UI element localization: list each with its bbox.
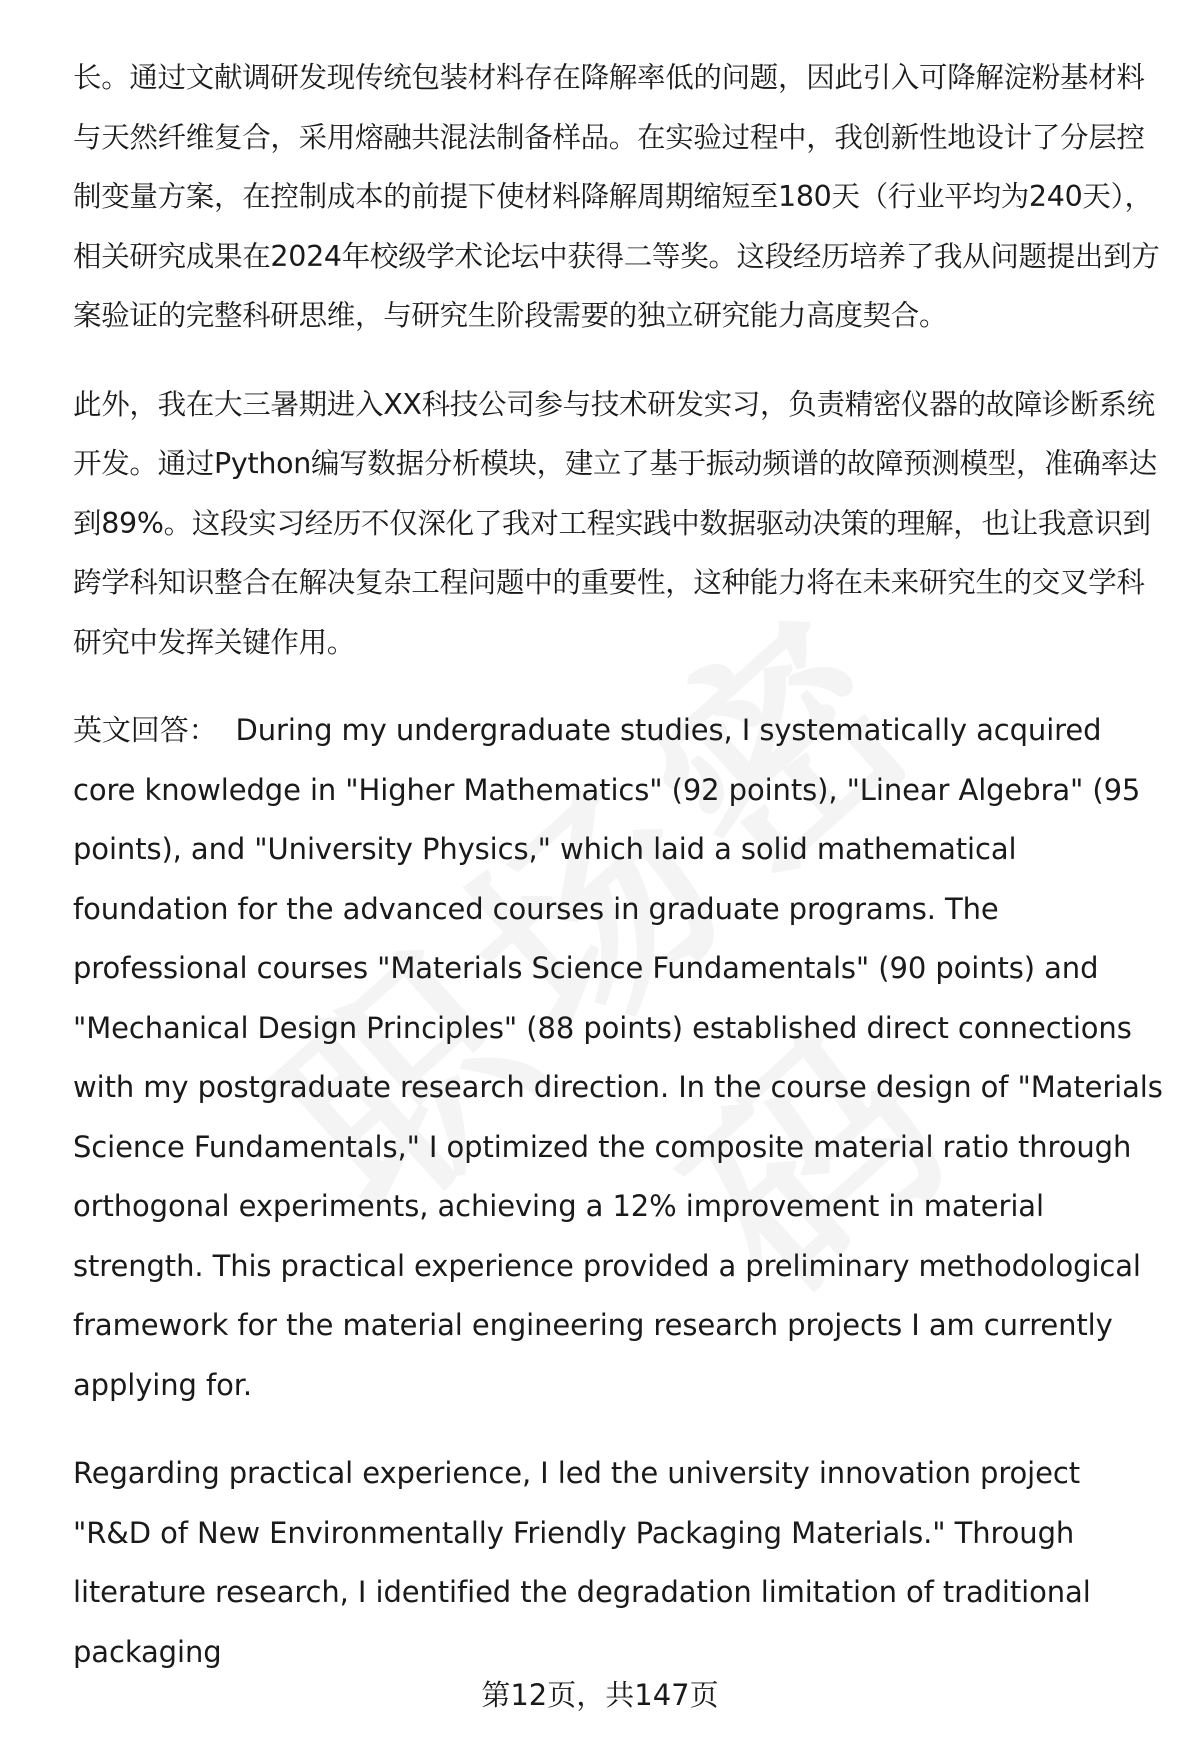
paragraph-en-2: Regarding practical experience, I led the university innovation project "R&D of New Environmentally Friendly Packaging Materials." Through literature research, I identified the degradation limitation of traditional packaging <box>73 1456 1091 1669</box>
answer-label: 英文回答： <box>73 713 218 747</box>
page-number-footer: 第12页，共147页 <box>481 1678 719 1712</box>
paragraph-cn-2: 此外，我在大三暑期进入XX科技公司参与技术研发实习，负责精密仪器的故障诊断系统开发。通过Python编写数据分析模块，建立了基于振动频谱的故障预测模型，准确率达到89%。这段实习经历不仅深化了我对工程实践中数据驱动决策的理解，也让我意识到跨学科知识整合在解决复杂工程问题中的重要性，这种能力将在未来研究生的交叉学科研究中发挥关键作用。 <box>73 387 1157 659</box>
paragraph-en-1-text: During my undergraduate studies, I systematically acquired core knowledge in "Higher Mathematics" (92 points), "Linear Algebra" (95 points), and "University Physics," which laid a solid mathematical foundation for the advanced courses in graduate programs. The professional courses "Materials Science Fundamentals" (90 points) and "Mechanical Design Principles" (88 points) established direct connections with my postgraduate research direction. In the course design of "Materials Science Fundamentals," I optimized the composite material ratio through orthogonal experiments, achieving a 12% improvement in material strength. This practical experience provided a preliminary methodological framework for the material engineering research projects I am currently applying for. <box>73 713 1163 1402</box>
paragraph-en-1 <box>73 701 1163 1415</box>
paragraph-cn-1: 长。通过文献调研发现传统包装材料存在降解率低的问题，因此引入可降解淀粉基材料与天然纤维复合，采用熔融共混法制备样品。在实验过程中，我创新性地设计了分层控制变量方案，在控制成本的前提下使材料降解周期缩短至180天（行业平均为240天），相关研究成果在2024年校级学术论坛中获得二等奖。这段经历培养了我从问题提出到方案验证的完整科研思维，与研究生阶段需要的独立研究能力高度契合。 <box>73 61 1160 332</box>
document-body <box>73 48 1163 1682</box>
